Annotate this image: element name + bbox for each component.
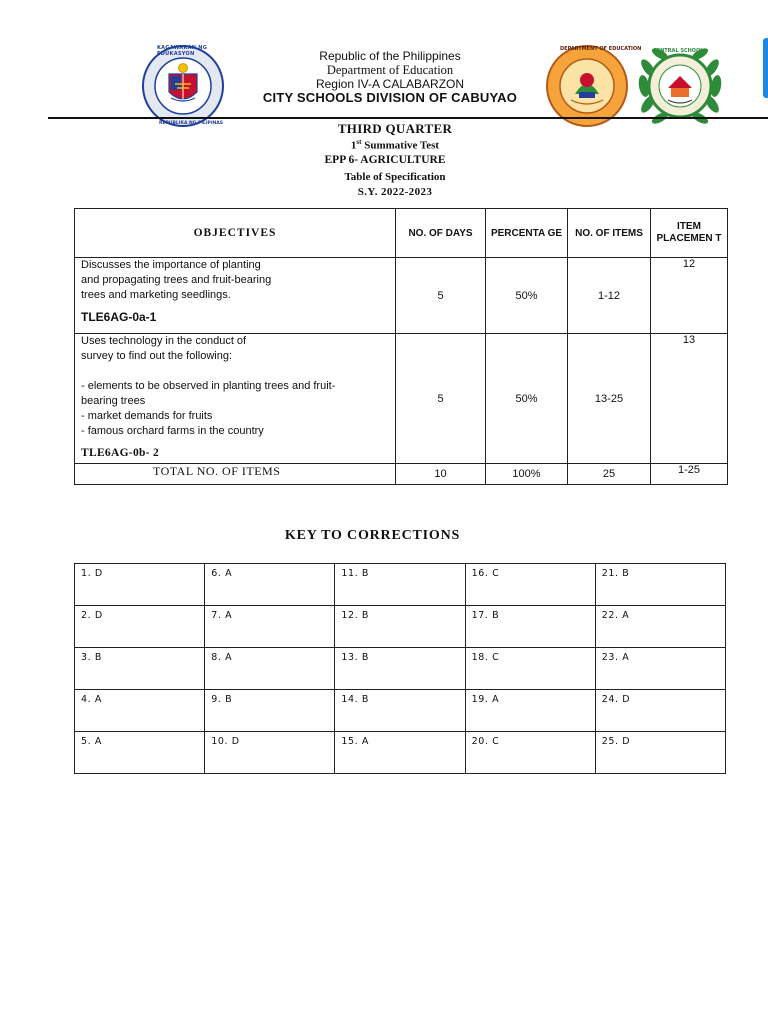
answer-cell: 5. A — [75, 732, 205, 774]
answer-cell: 15. A — [335, 732, 465, 774]
answer-cell: 20. C — [465, 732, 595, 774]
answer-cell: 8. A — [205, 648, 335, 690]
quarter-title: THIRD QUARTER — [337, 121, 453, 136]
total-percent: 100% — [486, 464, 568, 485]
days-cell-1: 5 — [396, 258, 486, 334]
header-divider — [48, 117, 768, 119]
division-seal-logo — [545, 44, 629, 128]
objective-line: Discusses the importance of planting — [81, 259, 261, 271]
answer-cell: 1. D — [75, 564, 205, 606]
header-block — [205, 49, 575, 105]
test-ordinal-suffix: st — [356, 138, 362, 146]
col-items: NO. OF ITEMS — [568, 209, 651, 258]
answer-cell: 22. A — [595, 606, 725, 648]
objective-line: trees and marketing seedlings. — [81, 289, 231, 301]
competency-code-1: TLE6AG-0a-1 — [81, 310, 157, 324]
col-objectives: OBJECTIVES — [75, 209, 396, 258]
test-ordinal: 1 — [350, 139, 357, 152]
percent-cell-2: 50% — [486, 334, 568, 464]
answer-cell: 12. B — [335, 606, 465, 648]
answer-key-row — [75, 732, 726, 774]
percent-cell-1: 50% — [486, 258, 568, 334]
answer-key-row — [75, 564, 726, 606]
seal-ring-text-bottom: REPUBLIKA NG PILIPINAS — [159, 121, 224, 126]
answer-cell: 3. B — [75, 648, 205, 690]
answer-cell: 23. A — [595, 648, 725, 690]
title-block — [250, 121, 540, 199]
header-department: Department of Education — [326, 63, 454, 77]
division-seal-ring-text: DEPARTMENT OF EDUCATION — [560, 46, 642, 52]
answer-cell: 18. C — [465, 648, 595, 690]
objective-cell-2 — [75, 334, 396, 464]
col-percentage: PERCENTA GE — [486, 209, 568, 258]
header-republic: Republic of the Philippines — [319, 49, 461, 63]
answer-cell: 9. B — [205, 690, 335, 732]
answer-key-row — [75, 606, 726, 648]
spec-total-row — [75, 464, 728, 485]
objective-line — [81, 364, 391, 379]
total-label: TOTAL NO. OF ITEMS — [75, 464, 396, 485]
items-cell-1: 1-12 — [568, 258, 651, 334]
objective-cell-1 — [75, 258, 396, 334]
answer-cell: 2. D — [75, 606, 205, 648]
answer-cell: 17. B — [465, 606, 595, 648]
subject-title: EPP 6- AGRICULTURE — [324, 153, 446, 166]
objective-line: - market demands for fruits — [81, 410, 213, 422]
total-days: 10 — [396, 464, 486, 485]
objective-line: and propagating trees and fruit-bearing — [81, 274, 272, 286]
answer-cell: 16. C — [465, 564, 595, 606]
items-cell-2: 13-25 — [568, 334, 651, 464]
answer-cell: 11. B — [335, 564, 465, 606]
specification-table — [74, 208, 728, 485]
header-division: CITY SCHOOLS DIVISION OF CABUYAO — [262, 90, 518, 105]
col-days: NO. OF DAYS — [396, 209, 486, 258]
answer-key-row — [75, 648, 726, 690]
answer-cell: 7. A — [205, 606, 335, 648]
answer-cell: 25. D — [595, 732, 725, 774]
total-items: 25 — [568, 464, 651, 485]
spec-row-1 — [75, 258, 728, 334]
test-name: Summative Test — [361, 139, 440, 152]
objective-line: Uses technology in the conduct of — [81, 335, 247, 347]
test-title — [250, 136, 540, 153]
spec-header-row — [75, 209, 728, 258]
answer-cell: 14. B — [335, 690, 465, 732]
objective-line: bearing trees — [81, 395, 146, 407]
placement-cell-2: 13 — [651, 334, 728, 464]
answer-cell: 21. B — [595, 564, 725, 606]
school-seal-ring-text: CENTRAL SCHOOL — [653, 48, 704, 54]
answer-cell: 6. A — [205, 564, 335, 606]
col-placement: ITEM PLACEMEN T — [651, 209, 728, 258]
seal-ring-text-top: KAGAWARAN NG EDUKASYON — [157, 45, 208, 57]
answer-key-row — [75, 690, 726, 732]
answer-cell: 13. B — [335, 648, 465, 690]
header-region: Region IV-A CALABARZON — [315, 77, 465, 91]
edge-tab — [763, 38, 768, 98]
answer-cell: 4. A — [75, 690, 205, 732]
answer-cell: 24. D — [595, 690, 725, 732]
placement-cell-1: 12 — [651, 258, 728, 334]
competency-code-2: TLE6AG-0b- 2 — [81, 447, 160, 459]
answer-cell: 19. A — [465, 690, 595, 732]
days-cell-2: 5 — [396, 334, 486, 464]
key-title: KEY TO CORRECTIONS — [284, 528, 461, 543]
objective-line: - elements to be observed in planting trees and fruit- — [81, 380, 336, 392]
spec-row-2 — [75, 334, 728, 464]
total-placement: 1-25 — [651, 464, 728, 485]
objective-line: survey to find out the following: — [81, 350, 233, 362]
answer-key-table — [74, 563, 726, 774]
objective-line: - famous orchard farms in the country — [81, 425, 264, 437]
tos-title: Table of Specification — [344, 170, 446, 183]
school-year: S.Y. 2022-2023 — [357, 185, 433, 198]
answer-cell: 10. D — [205, 732, 335, 774]
